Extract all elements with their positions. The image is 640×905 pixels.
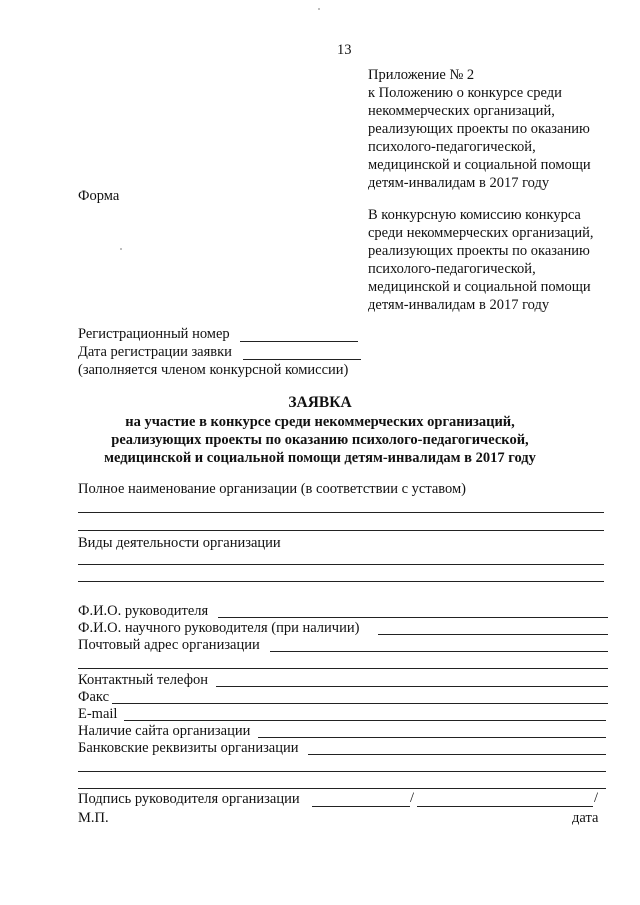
fax-label: Факс [78,689,110,705]
scan-speck [318,8,320,10]
appendix-line: Приложение № 2 [368,67,475,83]
addressee-line: реализующих проекты по оказанию [368,243,590,259]
phone-label: Контактный телефон [78,672,209,688]
sci-director-field[interactable] [378,634,608,635]
appendix-line: некоммерческих организаций, [368,103,555,119]
activities-field[interactable] [78,581,604,582]
email-field[interactable] [124,720,606,721]
sci-director-label: Ф.И.О. научного руководителя (при наличии) [78,620,360,636]
signature-slash: / [594,790,599,806]
date-label: дата [572,810,599,826]
addressee-line: медицинской и социальной помощи [368,279,591,295]
postal-field[interactable] [78,668,608,669]
signature-field[interactable] [312,806,410,807]
postal-field[interactable] [270,651,608,652]
director-field[interactable] [218,617,608,618]
stamp-label: М.П. [78,810,109,826]
reg-date-label: Дата регистрации заявки [78,344,232,360]
phone-field[interactable] [216,686,608,687]
full-name-field[interactable] [78,512,604,513]
fax-field[interactable] [112,703,608,704]
full-name-field[interactable] [78,530,604,531]
activities-label: Виды деятельности организации [78,535,281,551]
reg-number-field[interactable] [240,341,358,342]
postal-label: Почтовый адрес организации [78,637,260,653]
addressee-block [368,206,594,314]
email-label: E-mail [78,706,118,722]
activities-field[interactable] [78,564,604,565]
bank-field[interactable] [78,788,606,789]
signature-name-field[interactable] [417,806,593,807]
appendix-line: к Положению о конкурсе среди [368,85,562,101]
appendix-line: детям-инвалидам в 2017 году [368,175,550,191]
addressee-line: среди некоммерческих организаций, [368,225,594,241]
scan-speck [120,248,122,250]
appendix-line: психолого-педагогической, [368,139,536,155]
full-name-label: Полное наименование организации (в соответствии с уставом) [78,481,467,497]
appendix-line: медицинской и социальной помощи [368,157,591,173]
reg-number-label: Регистрационный номер [78,326,230,342]
doc-subtitle-line: на участие в конкурсе среди некоммерческих организаций, [125,414,515,430]
addressee-line: В конкурсную комиссию конкурса [368,207,581,223]
addressee-line: детям-инвалидам в 2017 году [368,297,550,313]
addressee-line: психолого-педагогической, [368,261,536,277]
director-label: Ф.И.О. руководителя [78,603,209,619]
doc-title: ЗАЯВКА [288,394,352,411]
website-label: Наличие сайта организации [78,723,251,739]
reg-date-field[interactable] [243,359,361,360]
form-label: Форма [78,188,120,204]
website-field[interactable] [258,737,606,738]
reg-note: (заполняется членом конкурсной комиссии) [78,362,349,378]
bank-field[interactable] [308,754,606,755]
appendix-line: реализующих проекты по оказанию [368,121,590,137]
bank-field[interactable] [78,771,606,772]
signature-label: Подпись руководителя организации [78,791,300,807]
doc-subtitle-line: реализующих проекты по оказанию психолого-педагогической, [111,432,529,448]
bank-label: Банковские реквизиты организации [78,740,299,756]
doc-subtitle-line: медицинской и социальной помощи детям-инвалидам в 2017 году [104,450,536,466]
appendix-block [368,66,591,192]
page-number: 13 [337,42,352,58]
signature-slash: / [410,790,415,806]
